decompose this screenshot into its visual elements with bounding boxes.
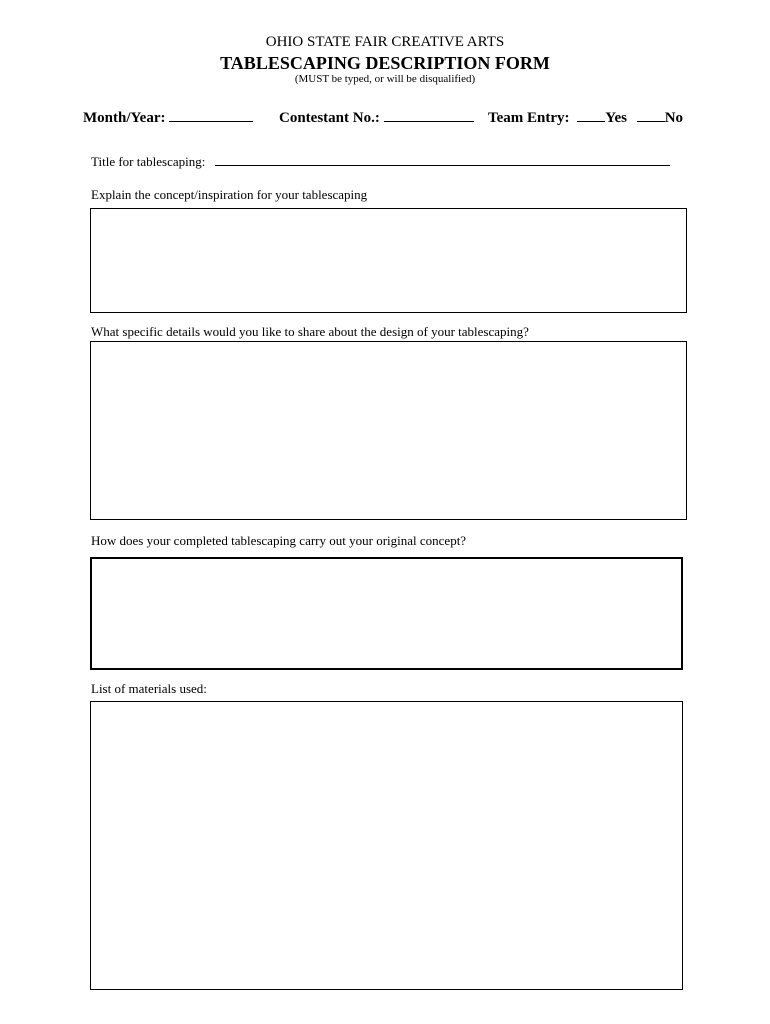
design-details-textbox[interactable] (90, 341, 687, 520)
design-details-label: What specific details would you like to share about the design of your tablescaping? (91, 324, 529, 339)
team-entry-label: Team Entry: (488, 110, 570, 126)
team-entry-no-label: No (664, 110, 684, 126)
month-year-input[interactable] (169, 109, 253, 122)
team-entry-no-blank[interactable] (637, 109, 665, 122)
tablescape-title-field (91, 154, 670, 170)
organization-title: OHIO STATE FAIR CREATIVE ARTS (265, 34, 505, 50)
month-year-label: Month/Year: (83, 110, 166, 126)
tablescape-title-input[interactable] (215, 154, 670, 166)
contestant-number-label: Contestant No.: (279, 110, 380, 126)
tablescape-title-label: Title for tablescaping: (91, 154, 206, 169)
team-entry-yes-blank[interactable] (577, 109, 605, 122)
month-year-field (83, 109, 253, 127)
form-title: TABLESCAPING DESCRIPTION FORM (220, 53, 550, 73)
form-note: (MUST be typed, or will be disqualified) (294, 73, 476, 85)
materials-textbox[interactable] (90, 701, 683, 990)
concept-label: Explain the concept/inspiration for your tablescaping (91, 187, 368, 202)
concept-execution-label: How does your completed tablescaping carry out your original concept? (91, 533, 467, 548)
contestant-number-field (279, 109, 474, 127)
materials-label: List of materials used: (91, 681, 207, 696)
team-entry-field (488, 109, 683, 127)
concept-execution-textbox[interactable] (90, 557, 683, 670)
team-entry-yes-label: Yes (605, 110, 627, 126)
concept-textbox[interactable] (90, 208, 687, 313)
contestant-number-input[interactable] (384, 109, 474, 122)
